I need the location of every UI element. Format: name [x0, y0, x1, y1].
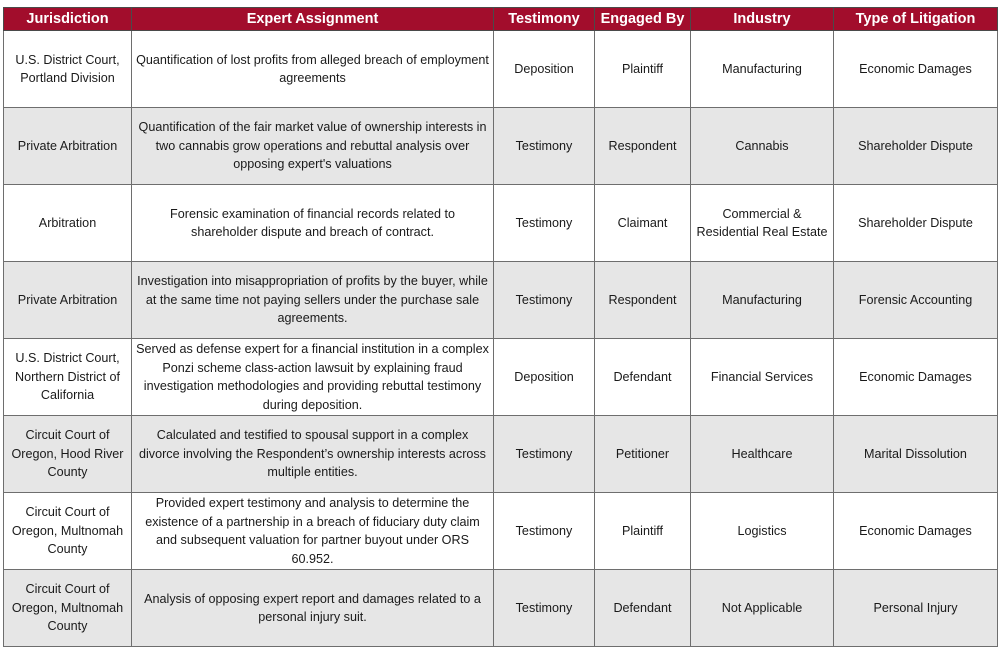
testimony-cell: Testimony	[494, 416, 595, 493]
assignment-cell: Provided expert testimony and analysis to determine the existence of a partnership in a breach of fiduciary duty claim and subsequent valuation for partner buyout under ORS 60.952.	[132, 493, 494, 570]
litigation-type-cell: Shareholder Dispute	[834, 185, 998, 262]
jurisdiction-cell: Arbitration	[4, 185, 132, 262]
table-row	[4, 262, 998, 339]
testimony-cell: Testimony	[494, 262, 595, 339]
jurisdiction-cell: Private Arbitration	[4, 108, 132, 185]
litigation-type-cell: Shareholder Dispute	[834, 108, 998, 185]
table-row	[4, 185, 998, 262]
jurisdiction-cell: U.S. District Court, Northern District of California	[4, 339, 132, 416]
litigation-type-cell: Marital Dissolution	[834, 416, 998, 493]
engaged-by-cell: Petitioner	[595, 416, 691, 493]
header-row	[4, 8, 998, 31]
assignment-cell: Quantification of the fair market value of ownership interests in two cannabis grow operations and rebuttal analysis over opposing expert's valuations	[132, 108, 494, 185]
table-row	[4, 108, 998, 185]
litigation-type-cell: Economic Damages	[834, 493, 998, 570]
industry-cell: Cannabis	[691, 108, 834, 185]
litigation-type-cell: Personal Injury	[834, 570, 998, 647]
jurisdiction-cell: Circuit Court of Oregon, Multnomah County	[4, 570, 132, 647]
industry-cell: Healthcare	[691, 416, 834, 493]
engaged-by-cell: Respondent	[595, 262, 691, 339]
jurisdiction-cell: Private Arbitration	[4, 262, 132, 339]
jurisdiction-cell: U.S. District Court, Portland Division	[4, 31, 132, 108]
header-engaged-by: Engaged By	[595, 8, 691, 31]
jurisdiction-cell: Circuit Court of Oregon, Hood River County	[4, 416, 132, 493]
litigation-type-cell: Economic Damages	[834, 31, 998, 108]
assignment-cell: Investigation into misappropriation of profits by the buyer, while at the same time not paying sellers under the purchase sale agreements.	[132, 262, 494, 339]
engaged-by-cell: Claimant	[595, 185, 691, 262]
header-testimony: Testimony	[494, 8, 595, 31]
header-jurisdiction: Jurisdiction	[4, 8, 132, 31]
table-row	[4, 31, 998, 108]
table-row	[4, 416, 998, 493]
assignment-cell: Calculated and testified to spousal support in a complex divorce involving the Respondent’s ownership interests across multiple entities.	[132, 416, 494, 493]
header-expert-assignment: Expert Assignment	[132, 8, 494, 31]
jurisdiction-cell: Circuit Court of Oregon, Multnomah County	[4, 493, 132, 570]
engaged-by-cell: Defendant	[595, 339, 691, 416]
litigation-type-cell: Economic Damages	[834, 339, 998, 416]
industry-cell: Manufacturing	[691, 262, 834, 339]
testimony-cell: Testimony	[494, 108, 595, 185]
expert-cases-table	[3, 7, 998, 647]
table-row	[4, 493, 998, 570]
industry-cell: Logistics	[691, 493, 834, 570]
table-row	[4, 339, 998, 416]
industry-cell: Financial Services	[691, 339, 834, 416]
header-type-of-litigation: Type of Litigation	[834, 8, 998, 31]
testimony-cell: Deposition	[494, 339, 595, 416]
litigation-type-cell: Forensic Accounting	[834, 262, 998, 339]
header-industry: Industry	[691, 8, 834, 31]
assignment-cell: Forensic examination of financial records related to shareholder dispute and breach of contract.	[132, 185, 494, 262]
engaged-by-cell: Plaintiff	[595, 493, 691, 570]
industry-cell: Commercial & Residential Real Estate	[691, 185, 834, 262]
industry-cell: Not Applicable	[691, 570, 834, 647]
testimony-cell: Testimony	[494, 185, 595, 262]
testimony-cell: Testimony	[494, 493, 595, 570]
industry-cell: Manufacturing	[691, 31, 834, 108]
assignment-cell: Served as defense expert for a financial institution in a complex Ponzi scheme class-action lawsuit by explaining fraud investigation methodologies and providing rebuttal testimony during deposition.	[132, 339, 494, 416]
case-table-container	[3, 7, 997, 647]
table-row	[4, 570, 998, 647]
engaged-by-cell: Defendant	[595, 570, 691, 647]
engaged-by-cell: Plaintiff	[595, 31, 691, 108]
assignment-cell: Analysis of opposing expert report and damages related to a personal injury suit.	[132, 570, 494, 647]
testimony-cell: Deposition	[494, 31, 595, 108]
testimony-cell: Testimony	[494, 570, 595, 647]
assignment-cell: Quantification of lost profits from alleged breach of employment agreements	[132, 31, 494, 108]
engaged-by-cell: Respondent	[595, 108, 691, 185]
